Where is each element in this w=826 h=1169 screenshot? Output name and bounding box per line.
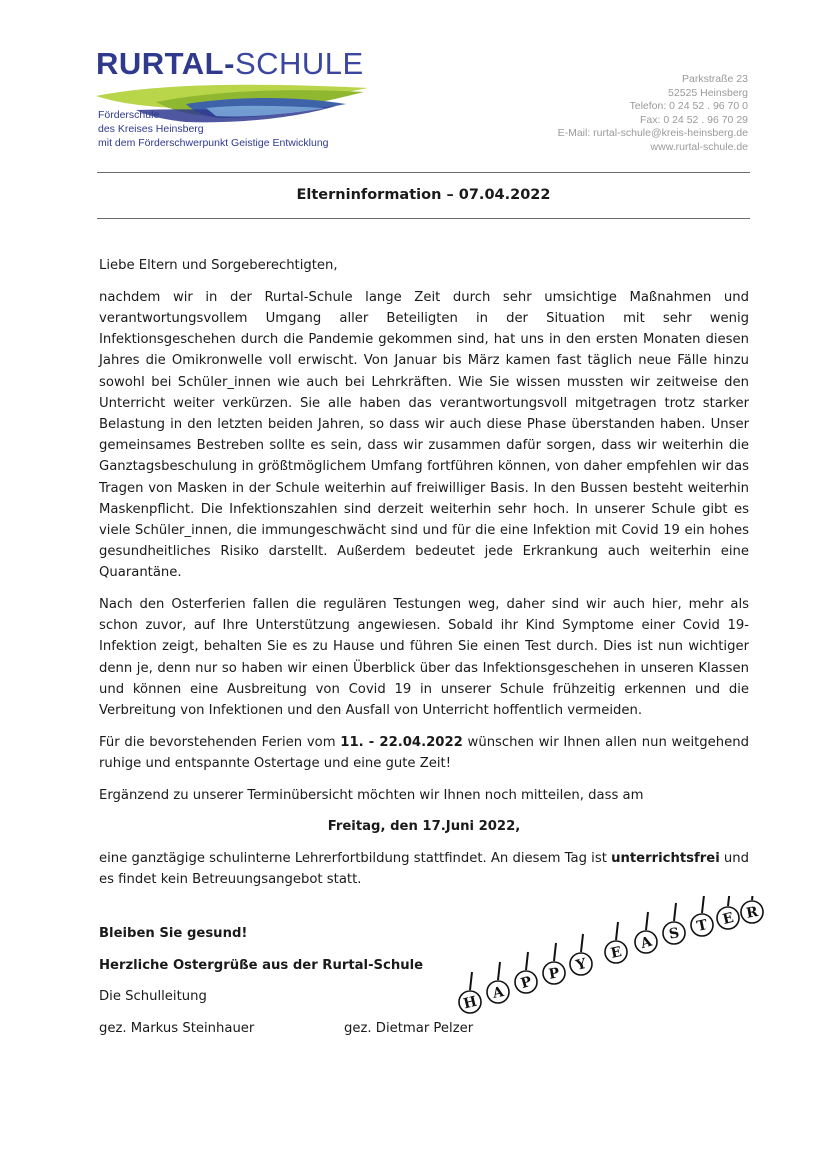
address-city: 52525 Heinsberg <box>668 86 748 99</box>
logo-subtitle <box>98 108 329 150</box>
string-line <box>646 912 648 930</box>
address-email: E-Mail: rurtal-schule@kreis-heinsberg.de <box>557 127 748 140</box>
holiday-dates: 11. - 22.04.2022 <box>340 734 463 750</box>
contact-address <box>558 73 748 155</box>
string-line <box>728 896 730 906</box>
logo-title-bold: RURTAL- <box>96 46 235 81</box>
paragraph: Ergänzend zu unserer Terminübersicht möchten wir Ihnen noch mitteilen, dass am <box>99 787 644 803</box>
paragraph-text: eine ganztägige schulinterne Lehrerfortbildung stattfindet. An diesem Tag ist <box>99 851 612 867</box>
paragraph-text: Für die bevorstehenden Ferien vom <box>99 734 341 750</box>
string-line <box>554 943 556 961</box>
easter-letter <box>605 922 627 963</box>
logo-title-light: SCHULE <box>234 46 364 81</box>
logo-subtitle-line: Förderschule <box>98 109 160 121</box>
salutation: Liebe Eltern und Sorgeberechtigten, <box>99 258 338 273</box>
easter-letter <box>570 934 592 975</box>
address-street: Parkstraße 23 <box>682 73 748 85</box>
highlight-date: Freitag, den 17.Juni 2022, <box>327 819 521 835</box>
paragraph <box>99 848 749 890</box>
header-divider-bottom <box>97 218 750 219</box>
string-line <box>616 922 618 940</box>
string-line <box>581 934 583 952</box>
easter-letter-text: E <box>721 909 736 929</box>
closing-stay-healthy: Bleiben Sie gesund! <box>99 925 248 941</box>
easter-letter-text: P <box>519 973 534 993</box>
easter-letter <box>487 962 509 1003</box>
easter-letter-text: T <box>695 917 709 935</box>
header-divider-top <box>97 172 750 173</box>
easter-letter <box>543 943 565 984</box>
string-line <box>702 896 704 913</box>
easter-letter-text: P <box>547 965 561 983</box>
paragraph-text: wünschen wir Ihnen allen nun weitgehend ruhige und entspannte Ostertage und eine gute Zeit! <box>99 734 749 771</box>
signatory-2: gez. Dietmar Pelzer <box>344 1021 474 1037</box>
paragraph: nachdem wir in der Rurtal-Schule lange Zeit durch sehr umsichtige Maßnahmen und verantwortungsvollem Umgang aller Beteiligten in der Situation mit sehr wenig Infektionsgeschehen durch die Pandemie gekommen sind, hat uns in den ersten Monaten diesen Jahres die Omikronwelle voll erwischt. Von Januar bis März kamen fast täglich neue Fälle hinzu sowohl bei Schüler_innen wie auch bei Lehrkräften. Wie Sie wissen mussten wir zeitweise den Unterricht weiter verkürzen. Sie alle haben das verantwortungsvoll mitgetragen trotz starker Belastung in den letzten beiden Jahren, so dass wir auch diese Phase überstanden haben. Unser gemeinsames Bestreben sollte es sein, dass wir zusammen dafür sorgen, dass wir weiterhin die Ganztagsbeschulung in größtmöglichem Umfang fortführen können, von daher empfehlen wir das Tragen von Masken in der Schule weiterhin auf freiwilliger Basis. In den Bussen besteht weiterhin Maskenpflicht. Die Infektionszahlen sind derzeit weiterhin sehr hoch. In unserer Schule gibt es viele Schüler_innen, die immungeschwächt sind und für die eine Infektion mit Covid 19 ein hohes gesundheitliches Risiko darstellt. Außerdem bedeutet jede Erkrankung auch weiterhin eine Quarantäne. <box>99 289 749 581</box>
signatory-1: gez. Markus Steinhauer <box>99 1021 255 1037</box>
happy-easter-decoration <box>446 896 776 1026</box>
closing-sender: Die Schulleitung <box>99 989 207 1005</box>
easter-letter <box>515 952 537 993</box>
easter-letter-text: E <box>609 944 624 962</box>
no-school-note: unterrichtsfrei <box>611 851 720 867</box>
address-phone: Telefon: 0 24 52 . 96 70 0 <box>629 100 748 113</box>
easter-letter-text: Y <box>574 955 589 974</box>
closing-greetings: Herzliche Ostergrüße aus der Rurtal-Schule <box>99 957 424 973</box>
address-website: www.rurtal-schule.de <box>650 140 748 153</box>
logo-subtitle-line: mit dem Förderschwerpunkt Geistige Entwicklung <box>98 137 329 149</box>
easter-letter <box>741 896 763 923</box>
easter-letter-text: R <box>745 904 760 922</box>
string-line <box>752 896 754 900</box>
paragraph <box>99 732 749 774</box>
easter-letter-text: H <box>461 993 479 1013</box>
easter-letter-text: A <box>491 984 506 1002</box>
string-line <box>526 952 528 970</box>
paragraph-text: und es findet kein Betreuungsangebot statt. <box>99 851 750 888</box>
address-fax: Fax: 0 24 52 . 96 70 29 <box>640 113 748 126</box>
string-line <box>674 903 676 921</box>
string-line <box>470 972 472 990</box>
easter-letter <box>717 896 739 929</box>
string-line <box>498 962 500 980</box>
school-logo <box>96 46 386 156</box>
easter-letter <box>663 903 685 944</box>
easter-letter <box>691 896 713 936</box>
logo-title <box>96 46 364 82</box>
easter-letter <box>635 912 657 953</box>
logo-subtitle-line: des Kreises Heinsberg <box>98 123 204 135</box>
easter-letter-text: S <box>667 925 681 943</box>
paragraph: Nach den Osterferien fallen die regulären Testungen weg, daher sind wir auch hier, mehr als schon zuvor, auf Ihre Unterstützung angewiesen. Sobald ihr Kind Symptome einer Covid 19-Infektion zeigt, behalten Sie es zu Hause und führen Sie einen Test durch. Dies ist nun wichtiger denn je, denn nur so haben wir einen Überblick über das Infektionsgeschehen in unseren Klassen und können eine Ausbreitung von Covid 19 in unserer Schule frühzeitig erkennen und die Verbreitung von Infektionen und den Ausfall von Unterricht hoffentlich vermeiden. <box>99 597 749 719</box>
easter-letter-text: A <box>638 933 654 953</box>
easter-letter <box>459 972 481 1013</box>
document-title: Elterninformation – 07.04.2022 <box>296 187 551 203</box>
